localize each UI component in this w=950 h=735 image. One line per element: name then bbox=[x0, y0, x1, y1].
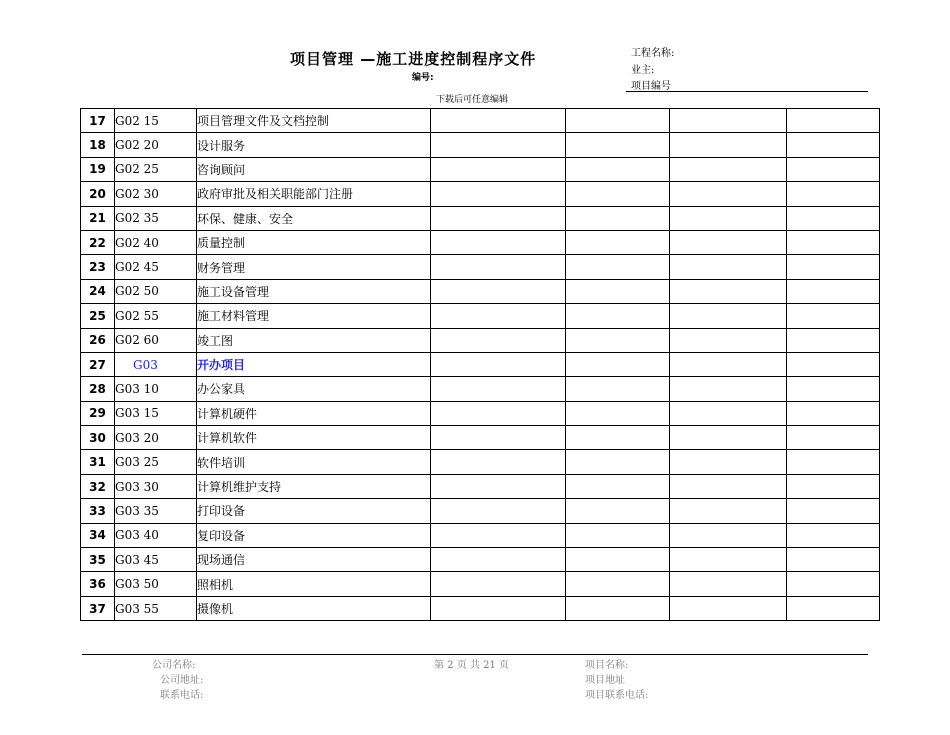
header-divider bbox=[626, 91, 868, 92]
row-name: 咨询顾问 bbox=[197, 157, 431, 181]
empty-cell bbox=[787, 206, 880, 230]
empty-cell bbox=[787, 230, 880, 254]
row-code: G03 15 bbox=[115, 401, 197, 425]
empty-cell bbox=[566, 304, 670, 328]
table-row bbox=[81, 523, 880, 547]
row-number: 24 bbox=[81, 279, 115, 303]
row-name: 打印设备 bbox=[197, 499, 431, 523]
empty-cell bbox=[431, 426, 566, 450]
empty-cell bbox=[566, 109, 670, 133]
table-row bbox=[81, 377, 880, 401]
empty-cell bbox=[431, 474, 566, 498]
empty-cell bbox=[431, 255, 566, 279]
row-name: 项目管理文件及文档控制 bbox=[197, 109, 431, 133]
empty-cell bbox=[670, 523, 787, 547]
empty-cell bbox=[787, 279, 880, 303]
row-number: 23 bbox=[81, 255, 115, 279]
row-name: 竣工图 bbox=[197, 328, 431, 352]
row-number: 20 bbox=[81, 182, 115, 206]
row-code: G02 30 bbox=[115, 182, 197, 206]
empty-cell bbox=[566, 426, 670, 450]
row-name: 政府审批及相关职能部门注册 bbox=[197, 182, 431, 206]
empty-cell bbox=[566, 450, 670, 474]
row-number: 37 bbox=[81, 596, 115, 620]
table-row bbox=[81, 157, 880, 181]
row-name: 软件培训 bbox=[197, 450, 431, 474]
row-number: 31 bbox=[81, 450, 115, 474]
empty-cell bbox=[670, 572, 787, 596]
row-code: G02 45 bbox=[115, 255, 197, 279]
empty-cell bbox=[431, 133, 566, 157]
empty-cell bbox=[431, 352, 566, 376]
row-number: 35 bbox=[81, 548, 115, 572]
row-code: G03 40 bbox=[115, 523, 197, 547]
table-row bbox=[81, 279, 880, 303]
table-row bbox=[81, 474, 880, 498]
empty-cell bbox=[566, 328, 670, 352]
row-code: G02 50 bbox=[115, 279, 197, 303]
table-row bbox=[81, 548, 880, 572]
row-name: 设计服务 bbox=[197, 133, 431, 157]
empty-cell bbox=[787, 401, 880, 425]
row-name: 计算机软件 bbox=[197, 426, 431, 450]
empty-cell bbox=[787, 499, 880, 523]
row-code: G03 55 bbox=[115, 596, 197, 620]
empty-cell bbox=[787, 474, 880, 498]
empty-cell bbox=[670, 133, 787, 157]
empty-cell bbox=[566, 279, 670, 303]
row-code: G02 15 bbox=[115, 109, 197, 133]
empty-cell bbox=[787, 109, 880, 133]
footer-project-name-label: 项目名称: bbox=[585, 660, 629, 671]
empty-cell bbox=[787, 352, 880, 376]
row-code: G02 35 bbox=[115, 206, 197, 230]
row-code: G02 25 bbox=[115, 157, 197, 181]
row-number: 22 bbox=[81, 230, 115, 254]
empty-cell bbox=[787, 133, 880, 157]
row-name: 计算机维护支持 bbox=[197, 474, 431, 498]
row-number: 19 bbox=[81, 157, 115, 181]
row-name: 财务管理 bbox=[197, 255, 431, 279]
empty-cell bbox=[787, 450, 880, 474]
empty-cell bbox=[787, 596, 880, 620]
empty-cell bbox=[787, 548, 880, 572]
row-name: 质量控制 bbox=[197, 230, 431, 254]
row-number: 25 bbox=[81, 304, 115, 328]
empty-cell bbox=[431, 499, 566, 523]
row-number: 36 bbox=[81, 572, 115, 596]
table-row bbox=[81, 596, 880, 620]
empty-cell bbox=[566, 157, 670, 181]
row-number: 27 bbox=[81, 352, 115, 376]
empty-cell bbox=[566, 523, 670, 547]
company-name-label: 公司名称: bbox=[152, 660, 196, 671]
empty-cell bbox=[670, 352, 787, 376]
row-name: 办公家具 bbox=[197, 377, 431, 401]
row-code: G02 55 bbox=[115, 304, 197, 328]
table-row bbox=[81, 255, 880, 279]
row-code: G03 bbox=[115, 352, 197, 376]
empty-cell bbox=[670, 474, 787, 498]
table-row bbox=[81, 133, 880, 157]
row-number: 33 bbox=[81, 499, 115, 523]
row-name: 现场通信 bbox=[197, 548, 431, 572]
empty-cell bbox=[431, 279, 566, 303]
empty-cell bbox=[566, 548, 670, 572]
table-row bbox=[81, 426, 880, 450]
row-name: 复印设备 bbox=[197, 523, 431, 547]
empty-cell bbox=[670, 230, 787, 254]
empty-cell bbox=[566, 230, 670, 254]
empty-cell bbox=[431, 450, 566, 474]
empty-cell bbox=[670, 377, 787, 401]
owner-label: 业主: bbox=[631, 65, 655, 76]
row-number: 34 bbox=[81, 523, 115, 547]
empty-cell bbox=[787, 157, 880, 181]
row-name: 施工材料管理 bbox=[197, 304, 431, 328]
row-code: G03 50 bbox=[115, 572, 197, 596]
row-code: G03 45 bbox=[115, 548, 197, 572]
empty-cell bbox=[670, 401, 787, 425]
row-name: 施工设备管理 bbox=[197, 279, 431, 303]
empty-cell bbox=[670, 328, 787, 352]
empty-cell bbox=[670, 206, 787, 230]
document-title: 项目管理 —施工进度控制程序文件 bbox=[290, 50, 537, 68]
table-row bbox=[81, 230, 880, 254]
empty-cell bbox=[670, 548, 787, 572]
empty-cell bbox=[431, 304, 566, 328]
row-code: G02 20 bbox=[115, 133, 197, 157]
table-row bbox=[81, 401, 880, 425]
table-row bbox=[81, 206, 880, 230]
project-name-label: 工程名称: bbox=[631, 48, 675, 59]
empty-cell bbox=[670, 182, 787, 206]
document-code-label: 编号: bbox=[412, 73, 434, 83]
empty-cell bbox=[566, 133, 670, 157]
empty-cell bbox=[431, 157, 566, 181]
empty-cell bbox=[431, 230, 566, 254]
empty-cell bbox=[431, 182, 566, 206]
empty-cell bbox=[566, 377, 670, 401]
empty-cell bbox=[670, 304, 787, 328]
progress-table bbox=[80, 108, 880, 621]
row-number: 29 bbox=[81, 401, 115, 425]
empty-cell bbox=[670, 450, 787, 474]
row-code: G03 25 bbox=[115, 450, 197, 474]
page-info: 第 2 页 共 21 页 bbox=[434, 660, 509, 671]
row-name: 开办项目 bbox=[197, 352, 431, 376]
table-row bbox=[81, 328, 880, 352]
row-number: 26 bbox=[81, 328, 115, 352]
row-code: G02 40 bbox=[115, 230, 197, 254]
empty-cell bbox=[431, 596, 566, 620]
row-number: 21 bbox=[81, 206, 115, 230]
table-body bbox=[81, 109, 880, 621]
row-name: 环保、健康、安全 bbox=[197, 206, 431, 230]
empty-cell bbox=[670, 109, 787, 133]
table-row bbox=[81, 182, 880, 206]
empty-cell bbox=[431, 109, 566, 133]
empty-cell bbox=[431, 523, 566, 547]
row-name: 计算机硬件 bbox=[197, 401, 431, 425]
row-code: G03 10 bbox=[115, 377, 197, 401]
empty-cell bbox=[670, 426, 787, 450]
table-row bbox=[81, 572, 880, 596]
row-code: G03 30 bbox=[115, 474, 197, 498]
empty-cell bbox=[431, 206, 566, 230]
row-code: G02 60 bbox=[115, 328, 197, 352]
table-row bbox=[81, 304, 880, 328]
row-number: 32 bbox=[81, 474, 115, 498]
empty-cell bbox=[787, 377, 880, 401]
contact-phone-label: 联系电话: bbox=[160, 690, 204, 701]
empty-cell bbox=[431, 548, 566, 572]
empty-cell bbox=[566, 596, 670, 620]
row-number: 18 bbox=[81, 133, 115, 157]
empty-cell bbox=[431, 377, 566, 401]
table-row bbox=[81, 450, 880, 474]
section-row bbox=[81, 352, 880, 376]
empty-cell bbox=[431, 572, 566, 596]
empty-cell bbox=[566, 182, 670, 206]
footer-project-phone-label: 项目联系电话: bbox=[585, 690, 649, 701]
row-number: 17 bbox=[81, 109, 115, 133]
empty-cell bbox=[787, 304, 880, 328]
empty-cell bbox=[670, 279, 787, 303]
empty-cell bbox=[566, 572, 670, 596]
project-number-label: 项目编号 bbox=[631, 81, 671, 92]
empty-cell bbox=[670, 157, 787, 181]
footer-divider bbox=[82, 654, 868, 655]
footer-project-address-label: 项目地址 bbox=[585, 675, 625, 686]
empty-cell bbox=[431, 401, 566, 425]
empty-cell bbox=[787, 328, 880, 352]
row-code: G03 20 bbox=[115, 426, 197, 450]
empty-cell bbox=[787, 572, 880, 596]
row-code: G03 35 bbox=[115, 499, 197, 523]
empty-cell bbox=[787, 182, 880, 206]
editable-note: 下载后可任意编辑 bbox=[436, 95, 509, 105]
row-name: 照相机 bbox=[197, 572, 431, 596]
empty-cell bbox=[566, 474, 670, 498]
empty-cell bbox=[431, 328, 566, 352]
empty-cell bbox=[787, 255, 880, 279]
empty-cell bbox=[670, 499, 787, 523]
row-number: 28 bbox=[81, 377, 115, 401]
row-name: 摄像机 bbox=[197, 596, 431, 620]
empty-cell bbox=[566, 206, 670, 230]
row-number: 30 bbox=[81, 426, 115, 450]
table-row bbox=[81, 109, 880, 133]
empty-cell bbox=[670, 255, 787, 279]
empty-cell bbox=[787, 426, 880, 450]
empty-cell bbox=[566, 255, 670, 279]
empty-cell bbox=[566, 499, 670, 523]
company-address-label: 公司地址: bbox=[160, 675, 204, 686]
empty-cell bbox=[787, 523, 880, 547]
empty-cell bbox=[566, 401, 670, 425]
empty-cell bbox=[670, 596, 787, 620]
empty-cell bbox=[566, 352, 670, 376]
table-row bbox=[81, 499, 880, 523]
